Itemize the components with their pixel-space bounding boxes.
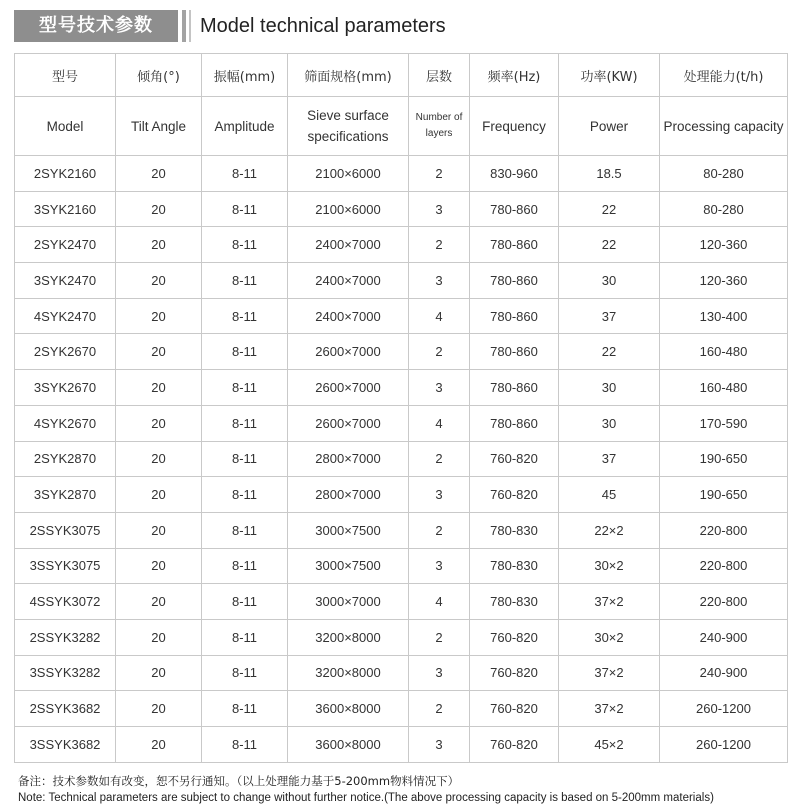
table-cell: 8-11	[202, 548, 288, 584]
header-cell-en: Sieve surface specifications	[288, 97, 409, 156]
table-cell: 8-11	[202, 263, 288, 299]
header-cell-cn: 倾角(°)	[116, 54, 202, 97]
table-cell: 37	[559, 298, 660, 334]
table-cell: 80-280	[660, 191, 788, 227]
table-row	[15, 191, 788, 227]
table-cell: 760-820	[470, 477, 559, 513]
table-cell: 8-11	[202, 191, 288, 227]
table-cell: 37	[559, 441, 660, 477]
table-cell: 4SYK2670	[15, 405, 116, 441]
table-cell: 3	[409, 191, 470, 227]
table-cell: 3SYK2470	[15, 263, 116, 299]
table-cell: 8-11	[202, 298, 288, 334]
header-cell-cn: 处理能力(t/h)	[660, 54, 788, 97]
table-cell: 3600×8000	[288, 727, 409, 763]
table-row	[15, 655, 788, 691]
table-cell: 3SYK2160	[15, 191, 116, 227]
table-cell: 18.5	[559, 156, 660, 192]
title-divider-bar	[182, 10, 186, 42]
table-cell: 130-400	[660, 298, 788, 334]
table-cell: 2100×6000	[288, 191, 409, 227]
table-cell: 3	[409, 263, 470, 299]
header-cell-en: Frequency	[470, 97, 559, 156]
parameters-table	[14, 53, 788, 763]
header-cell-en: Amplitude	[202, 97, 288, 156]
table-cell: 2	[409, 156, 470, 192]
table-row	[15, 584, 788, 620]
table-cell: 780-860	[470, 370, 559, 406]
table-cell: 240-900	[660, 619, 788, 655]
table-cell: 2	[409, 619, 470, 655]
table-cell: 30×2	[559, 548, 660, 584]
table-cell: 190-650	[660, 441, 788, 477]
table-cell: 3000×7500	[288, 512, 409, 548]
header-cell-cn: 筛面规格(mm)	[288, 54, 409, 97]
table-cell: 20	[116, 512, 202, 548]
table-cell: 20	[116, 334, 202, 370]
table-cell: 37×2	[559, 655, 660, 691]
table-cell: 20	[116, 727, 202, 763]
table-cell: 2SSYK3682	[15, 691, 116, 727]
table-cell: 2400×7000	[288, 227, 409, 263]
table-cell: 760-820	[470, 619, 559, 655]
header-cell-en: Model	[15, 97, 116, 156]
table-cell: 3SSYK3075	[15, 548, 116, 584]
table-cell: 220-800	[660, 512, 788, 548]
table-cell: 2	[409, 691, 470, 727]
header-cell-en: Number of layers	[409, 97, 470, 156]
table-row	[15, 227, 788, 263]
table-row	[15, 334, 788, 370]
table-cell: 22	[559, 191, 660, 227]
table-cell: 8-11	[202, 405, 288, 441]
header-cell-cn: 频率(Hz)	[470, 54, 559, 97]
table-cell: 3	[409, 548, 470, 584]
header-cell-en: Tilt Angle	[116, 97, 202, 156]
table-row	[15, 691, 788, 727]
table-cell: 45	[559, 477, 660, 513]
header-cell-cn: 功率(KW)	[559, 54, 660, 97]
table-cell: 4	[409, 405, 470, 441]
table-cell: 3200×8000	[288, 619, 409, 655]
table-cell: 20	[116, 298, 202, 334]
table-cell: 190-650	[660, 477, 788, 513]
table-cell: 260-1200	[660, 727, 788, 763]
table-cell: 3SSYK3282	[15, 655, 116, 691]
table-row	[15, 512, 788, 548]
section-title-en: Model technical parameters	[200, 15, 446, 37]
table-cell: 2SSYK3075	[15, 512, 116, 548]
table-cell: 8-11	[202, 227, 288, 263]
table-cell: 30	[559, 263, 660, 299]
header-row-cn	[15, 54, 788, 97]
table-cell: 8-11	[202, 334, 288, 370]
table-cell: 22	[559, 334, 660, 370]
section-header	[14, 10, 800, 42]
note-cn: 备注：技术参数如有改变，恕不另行通知。（以上处理能力基于5-200mm物料情况下）	[18, 774, 460, 788]
table-row	[15, 156, 788, 192]
table-cell: 8-11	[202, 727, 288, 763]
table-cell: 37×2	[559, 691, 660, 727]
table-cell: 8-11	[202, 619, 288, 655]
table-row	[15, 370, 788, 406]
table-row	[15, 727, 788, 763]
table-cell: 80-280	[660, 156, 788, 192]
table-cell: 2400×7000	[288, 298, 409, 334]
table-cell: 2100×6000	[288, 156, 409, 192]
table-cell: 22×2	[559, 512, 660, 548]
table-cell: 20	[116, 156, 202, 192]
table-row	[15, 298, 788, 334]
table-cell: 3	[409, 655, 470, 691]
table-cell: 2600×7000	[288, 370, 409, 406]
table-cell: 30	[559, 370, 660, 406]
table-cell: 4	[409, 298, 470, 334]
table-cell: 8-11	[202, 512, 288, 548]
header-cell-cn: 振幅(mm)	[202, 54, 288, 97]
table-cell: 220-800	[660, 548, 788, 584]
table-cell: 3	[409, 727, 470, 763]
table-cell: 780-830	[470, 512, 559, 548]
table-cell: 780-830	[470, 584, 559, 620]
table-cell: 20	[116, 655, 202, 691]
header-row-en	[15, 97, 788, 156]
table-cell: 2SYK2160	[15, 156, 116, 192]
table-cell: 22	[559, 227, 660, 263]
table-row	[15, 441, 788, 477]
table-cell: 780-860	[470, 227, 559, 263]
table-cell: 20	[116, 441, 202, 477]
table-cell: 120-360	[660, 227, 788, 263]
table-cell: 3	[409, 370, 470, 406]
table-cell: 8-11	[202, 584, 288, 620]
table-cell: 30	[559, 405, 660, 441]
table-cell: 3SYK2870	[15, 477, 116, 513]
table-cell: 170-590	[660, 405, 788, 441]
table-cell: 20	[116, 263, 202, 299]
table-cell: 3600×8000	[288, 691, 409, 727]
table-cell: 20	[116, 370, 202, 406]
table-cell: 20	[116, 691, 202, 727]
section-title-cn: 型号技术参数	[14, 10, 178, 42]
table-row	[15, 477, 788, 513]
table-cell: 160-480	[660, 370, 788, 406]
table-cell: 2600×7000	[288, 334, 409, 370]
table-cell: 780-860	[470, 298, 559, 334]
table-cell: 2	[409, 227, 470, 263]
table-cell: 760-820	[470, 655, 559, 691]
table-cell: 240-900	[660, 655, 788, 691]
table-cell: 3SSYK3682	[15, 727, 116, 763]
table-cell: 4SSYK3072	[15, 584, 116, 620]
table-cell: 30×2	[559, 619, 660, 655]
table-cell: 3000×7000	[288, 584, 409, 620]
table-cell: 20	[116, 227, 202, 263]
table-cell: 45×2	[559, 727, 660, 763]
table-cell: 260-1200	[660, 691, 788, 727]
table-cell: 20	[116, 405, 202, 441]
table-row	[15, 619, 788, 655]
table-cell: 20	[116, 584, 202, 620]
table-cell: 20	[116, 548, 202, 584]
table-cell: 780-860	[470, 191, 559, 227]
table-cell: 160-480	[660, 334, 788, 370]
table-cell: 2SSYK3282	[15, 619, 116, 655]
table-cell: 780-860	[470, 263, 559, 299]
header-cell-cn: 型号	[15, 54, 116, 97]
table-cell: 780-860	[470, 405, 559, 441]
header-cell-en: Processing capacity	[660, 97, 788, 156]
table-cell: 760-820	[470, 691, 559, 727]
table-cell: 3	[409, 477, 470, 513]
table-cell: 3SYK2670	[15, 370, 116, 406]
table-cell: 2800×7000	[288, 477, 409, 513]
table-cell: 2SYK2670	[15, 334, 116, 370]
note-en: Note: Technical parameters are subject to change without further notice.(The above processing capacity is based on 5-200mm materials)	[18, 792, 714, 804]
table-cell: 120-360	[660, 263, 788, 299]
table-cell: 220-800	[660, 584, 788, 620]
table-cell: 2600×7000	[288, 405, 409, 441]
table-cell: 8-11	[202, 691, 288, 727]
table-cell: 8-11	[202, 477, 288, 513]
table-cell: 830-960	[470, 156, 559, 192]
table-cell: 8-11	[202, 156, 288, 192]
table-cell: 8-11	[202, 370, 288, 406]
table-cell: 2SYK2470	[15, 227, 116, 263]
table-cell: 3200×8000	[288, 655, 409, 691]
table-cell: 8-11	[202, 655, 288, 691]
table-cell: 2	[409, 512, 470, 548]
table-cell: 2	[409, 334, 470, 370]
table-cell: 760-820	[470, 727, 559, 763]
table-cell: 4SYK2470	[15, 298, 116, 334]
header-cell-cn: 层数	[409, 54, 470, 97]
table-cell: 780-830	[470, 548, 559, 584]
table-cell: 2	[409, 441, 470, 477]
table-cell: 2SYK2870	[15, 441, 116, 477]
table-row	[15, 405, 788, 441]
table-cell: 20	[116, 191, 202, 227]
title-divider-bar-thin	[189, 10, 191, 42]
table-cell: 3000×7500	[288, 548, 409, 584]
table-cell: 8-11	[202, 441, 288, 477]
table-cell: 760-820	[470, 441, 559, 477]
table-cell: 37×2	[559, 584, 660, 620]
table-row	[15, 263, 788, 299]
table-cell: 2800×7000	[288, 441, 409, 477]
table-cell: 20	[116, 477, 202, 513]
table-cell: 780-860	[470, 334, 559, 370]
table-cell: 20	[116, 619, 202, 655]
table-row	[15, 548, 788, 584]
header-cell-en: Power	[559, 97, 660, 156]
table-cell: 4	[409, 584, 470, 620]
table-cell: 2400×7000	[288, 263, 409, 299]
